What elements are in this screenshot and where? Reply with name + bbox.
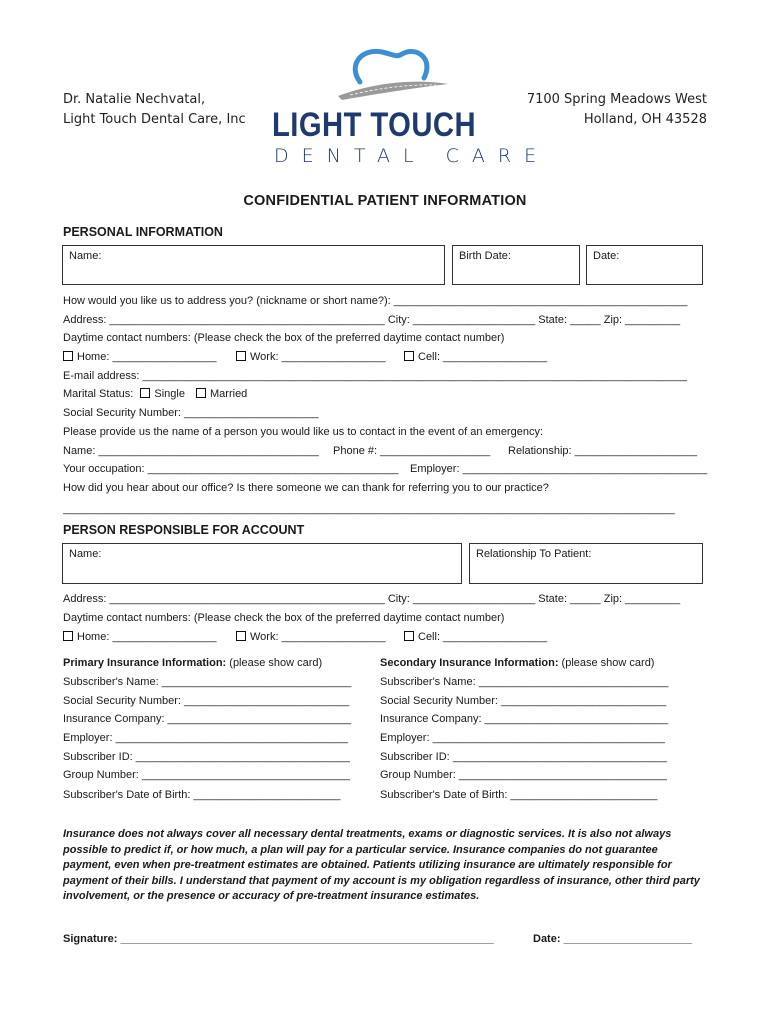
married-checkbox[interactable] xyxy=(196,388,206,398)
cell-checkbox[interactable] xyxy=(404,351,414,361)
date-field[interactable] xyxy=(586,245,703,285)
responsible-home-row[interactable] xyxy=(63,630,216,644)
practice-name: Light Touch Dental Care, Inc xyxy=(63,112,246,127)
referral-question: How did you hear about our office? Is there someone we can thank for referring you to our practice? xyxy=(63,482,549,494)
responsible-name-label: Name: xyxy=(69,548,102,560)
doctor-name: Dr. Natalie Nechvatal, xyxy=(63,92,206,107)
primary-group-number-line[interactable]: Group Number: __________________________________ xyxy=(63,769,350,781)
responsible-work-line[interactable]: Work: _________________ xyxy=(250,631,386,643)
occupation-line[interactable]: Your occupation: _________________________________________ xyxy=(63,463,399,475)
secondary-insurance-title: Secondary Insurance Information: xyxy=(380,657,559,669)
primary-subscriber-dob-line[interactable]: Subscriber's Date of Birth: ________________________ xyxy=(63,789,341,801)
marital-status-row xyxy=(63,387,247,401)
primary-employer-line[interactable]: Employer: ______________________________________ xyxy=(63,732,349,744)
primary-insurance-title: Primary Insurance Information: xyxy=(63,657,227,669)
relationship-to-patient-field[interactable] xyxy=(469,543,703,584)
work-phone-row[interactable] xyxy=(236,350,386,364)
secondary-group-number-line[interactable]: Group Number: __________________________________ xyxy=(380,769,667,781)
relationship-to-patient-label: Relationship To Patient: xyxy=(476,548,592,560)
secondary-employer-line[interactable]: Employer: ______________________________________ xyxy=(380,732,666,744)
responsible-cell-checkbox[interactable] xyxy=(404,631,414,641)
home-phone-line[interactable]: Home: _________________ xyxy=(77,351,217,363)
responsible-cell-line[interactable]: Cell: _________________ xyxy=(418,631,548,643)
emergency-phone-line[interactable]: Phone #: __________________ xyxy=(333,445,491,457)
responsible-name-field[interactable] xyxy=(62,543,462,584)
name-field[interactable] xyxy=(62,245,445,285)
practice-address-line1: 7100 Spring Meadows West xyxy=(526,92,707,107)
ssn-line[interactable]: Social Security Number: ______________________ xyxy=(63,407,319,419)
responsible-heading: PERSON RESPONSIBLE FOR ACCOUNT xyxy=(63,523,305,537)
birth-date-field[interactable] xyxy=(452,245,580,285)
work-checkbox[interactable] xyxy=(236,351,246,361)
date-label: Date: xyxy=(593,250,620,262)
emergency-contact-prompt: Please provide us the name of a person you would like us to contact in the event of an emergency: xyxy=(63,426,544,438)
cell-phone-row[interactable] xyxy=(404,350,547,364)
daytime-contact-instructions: Daytime contact numbers: (Please check the box of the preferred daytime contact number) xyxy=(63,332,505,344)
primary-insurance-company-line[interactable]: Insurance Company: ______________________________ xyxy=(63,713,352,725)
patient-address-line[interactable]: Address: _____________________________________________ City: ____________________ State: _____ Zip: _________ xyxy=(63,314,681,326)
secondary-subscriber-id-line[interactable]: Subscriber ID: ___________________________________ xyxy=(380,751,667,763)
secondary-insurance-heading xyxy=(380,656,654,670)
secondary-subscriber-dob-line[interactable]: Subscriber's Date of Birth: ________________________ xyxy=(380,789,658,801)
emergency-name-line[interactable]: Name: ____________________________________ xyxy=(63,445,319,457)
cell-phone-line[interactable]: Cell: _________________ xyxy=(418,351,548,363)
secondary-insurance-note: (please show card) xyxy=(558,657,655,669)
logo-sub-text: DENTAL CARE xyxy=(274,145,550,167)
signature-line[interactable]: Signature: _____________________________________________________________ xyxy=(63,933,494,945)
name-label: Name: xyxy=(69,250,102,262)
primary-ssn-line[interactable]: Social Security Number: ___________________________ xyxy=(63,695,350,707)
responsible-address-line[interactable]: Address: _____________________________________________ City: ____________________ State: _____ Zip: _________ xyxy=(63,593,681,605)
tooth-swoosh-icon xyxy=(330,44,450,106)
marital-status-label: Marital Status: xyxy=(63,388,134,400)
primary-subscriber-name-line[interactable]: Subscriber's Name: _______________________________ xyxy=(63,676,352,688)
work-phone-line[interactable]: Work: _________________ xyxy=(250,351,386,363)
secondary-ssn-line[interactable]: Social Security Number: ___________________________ xyxy=(380,695,667,707)
responsible-work-checkbox[interactable] xyxy=(236,631,246,641)
referral-answer-line[interactable]: ____________________________________________________________________________________________________ xyxy=(63,503,675,515)
birth-date-label: Birth Date: xyxy=(459,250,511,262)
responsible-daytime-instructions: Daytime contact numbers: (Please check the box of the preferred daytime contact number) xyxy=(63,612,505,624)
emergency-relationship-line[interactable]: Relationship: ____________________ xyxy=(508,445,698,457)
logo-main-text: LIGHT TOUCH xyxy=(272,106,476,144)
single-checkbox[interactable] xyxy=(140,388,150,398)
responsible-cell-row[interactable] xyxy=(404,630,547,644)
practice-address-line2: Holland, OH 43528 xyxy=(583,112,707,127)
secondary-insurance-company-line[interactable]: Insurance Company: ______________________________ xyxy=(380,713,669,725)
signature-date-line[interactable]: Date: _____________________ xyxy=(533,933,693,945)
personal-info-heading: PERSONAL INFORMATION xyxy=(63,225,223,239)
home-phone-row[interactable] xyxy=(63,350,216,364)
home-checkbox[interactable] xyxy=(63,351,73,361)
responsible-home-checkbox[interactable] xyxy=(63,631,73,641)
practice-logo xyxy=(270,44,550,169)
email-line[interactable]: E-mail address: _________________________________________________________________________________________ xyxy=(63,370,687,382)
primary-insurance-note: (please show card) xyxy=(226,657,323,669)
primary-subscriber-id-line[interactable]: Subscriber ID: ___________________________________ xyxy=(63,751,350,763)
responsible-work-row[interactable] xyxy=(236,630,386,644)
page-title: CONFIDENTIAL PATIENT INFORMATION xyxy=(243,193,527,209)
responsible-home-line[interactable]: Home: _________________ xyxy=(77,631,217,643)
primary-insurance-heading xyxy=(63,656,322,670)
single-label: Single xyxy=(154,388,185,400)
employer-line[interactable]: Employer: ________________________________________ xyxy=(410,463,708,475)
married-label: Married xyxy=(210,388,248,400)
preferred-name-line[interactable]: How would you like us to address you? (nickname or short name?): ________________________________________________ xyxy=(63,295,688,307)
secondary-subscriber-name-line[interactable]: Subscriber's Name: _______________________________ xyxy=(380,676,669,688)
insurance-disclaimer: Insurance does not always cover all necessary dental treatments, exams or diagnostic services. It is also not always possible to predict if, or how much, a plan will pay for a particular service. Insurance companies do not guarantee payment, even when pre-treatment estimates are obtained. Patients utilizing insurance are ultimately responsible for payment of their bills. I understand that payment of my account is my obligation regardless of insurance, other third party involvement, or the presence or accuracy of pre-treatment insurance estimates. xyxy=(63,828,700,902)
